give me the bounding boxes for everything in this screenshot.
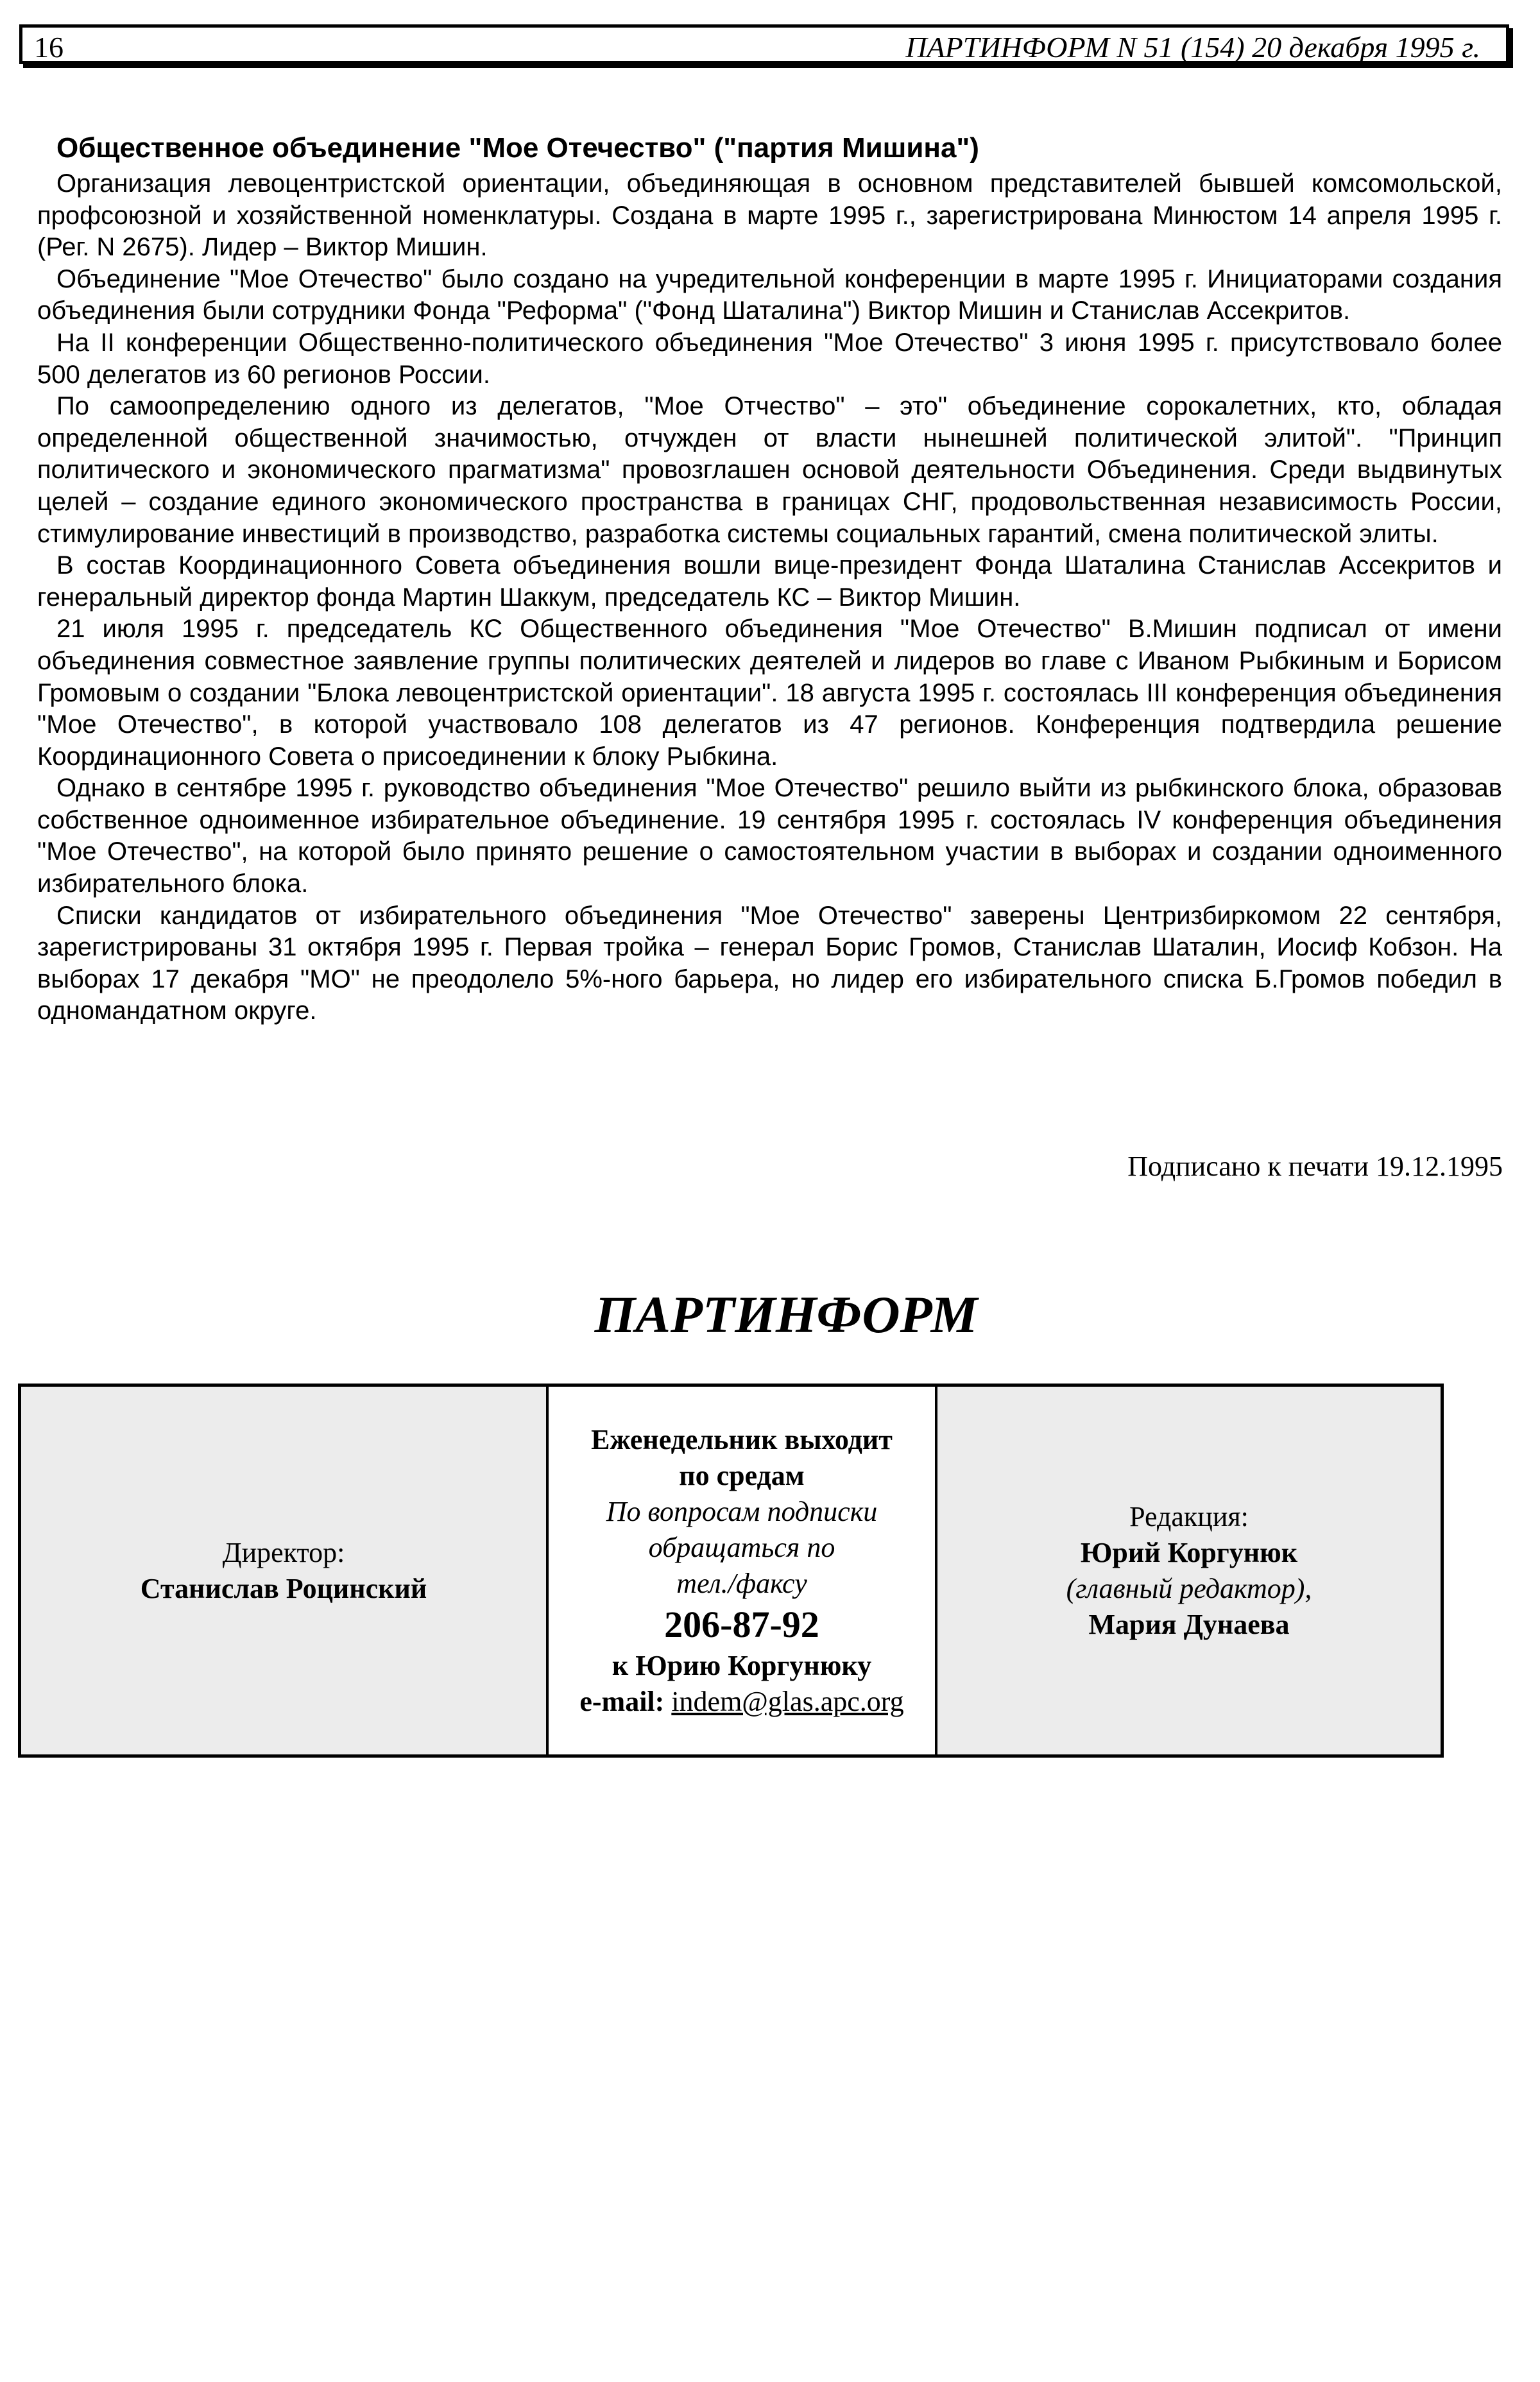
subscribe-line: По вопросам подписки [606,1495,878,1527]
article-paragraph: По самоопределению одного из делегатов, "Мое Отчество" – это" объединение сорокалетних, кто, обладая определенной общественной значимостью, отчужден от власти нынешней политической элитой". "Принцип политического и экономического прагматизма" провозглашен основой деятельности Объединения. Среди выдвинутых целей – создание единого экономического пространства в границах СНГ, продовольственная независимость России, стимулирование инвестиций в производство, разработка системы социальных гарантий, смена политической элиты. [37,392,1502,548]
article-paragraph: Однако в сентябре 1995 г. руководство объединения "Мое Отечество" решило выйти из рыбкинского блока, образовав собственное одноименное избирательное объединение. 19 сентября 1995 г. состоялась IV конференция объединения "Мое Отечество", на которой было принято решение о самостоятельном участии в выборах и создании одноименного избирательного блока. [37,774,1502,898]
subscribe-line: обращаться по [648,1531,835,1563]
contact-person: к Юрию Коргунюку [612,1649,872,1681]
page-number: 16 [34,31,64,64]
article-title: Общественное объединение "Мое Отечество" ("партия Мишина") [56,132,979,164]
director-label: Директор: [222,1536,345,1568]
editors-label: Редакция: [1129,1500,1249,1532]
email-label: e-mail: [579,1685,665,1717]
subscribe-line: тел./факсу [676,1567,807,1599]
issue-line: ПАРТИНФОРМ N 51 (154) 20 декабря 1995 г. [905,31,1480,64]
weekly-day: по средам [679,1459,805,1491]
article-paragraph: 21 июля 1995 г. председатель КС Общественного объединения "Мое Отечество" В.Мишин подписал от имени объединения совместное заявление группы политических деятелей и лидеров во главе с Иваном Рыбкиным и Борисом Громовым о создании "Блока левоцентристской ориентации". 18 августа 1995 г. состоялась III конференция объединения "Мое Отечество", в которой участвовало 108 делегатов из 47 регионов. Конференция подтвердила решение Координационного Совета о присоединении к блоку Рыбкина. [37,615,1502,771]
article-paragraph: Организация левоцентристской ориентации, объединяющая в основном представителей бывшей комсомольской, профсоюзной и хозяйственной номенклатуры. Создана в марте 1995 г., зарегистрирована Минюстом 14 апреля 1995 г. (Рег. N 2675). Лидер – Виктор Мишин. [37,169,1502,262]
article [37,128,1502,1027]
email-link[interactable]: indem@glas.apc.org [671,1685,904,1717]
article-paragraph: На II конференции Общественно-политического объединения "Мое Отечество" 3 июня 1995 г. присутствовало более 500 делегатов из 60 регионов России. [37,328,1502,389]
phone-number: 206-87-92 [664,1603,819,1645]
article-paragraph: Списки кандидатов от избирательного объединения "Мое Отечество" заверены Центризбиркомом 22 сентября, зарегистрированы 31 октября 1995 г. Первая тройка – генерал Борис Громов, Станислав Шаталин, Иосиф Кобзон. На выборах 17 декабря "МО" не преодолело 5%-ного барьера, но лидер его избирательного списка Б.Громов победил в одномандатном округе. [37,901,1502,1025]
article-paragraph: Объединение "Мое Отечество" было создано на учредительной конференции в марте 1995 г. Инициаторами создания объединения были сотрудники Фонда "Реформа" ("Фонд Шаталина") Виктор Мишин и Станислав Ассекритов. [37,264,1502,325]
signed-for-print: Подписано к печати 19.12.1995 [1127,1151,1503,1182]
weekly-line: Еженедельник выходит [591,1423,893,1455]
director-name: Станислав Роцинский [140,1572,427,1604]
chief-editor-role: (главный редактор), [1066,1572,1312,1604]
email-row [579,1684,903,1720]
director-cell [21,1387,549,1754]
chief-editor-name: Юрий Коргунюк [1080,1536,1298,1568]
masthead-title: ПАРТИНФОРМ [594,1285,978,1344]
page-header [19,24,1509,64]
contact-cell [549,1387,937,1754]
imprint-table [18,1384,1444,1758]
article-paragraph: В состав Координационного Совета объединения вошли вице-президент Фонда Шаталина Станислав Ассекритов и генеральный директор фонда Мартин Шаккум, председатель КС – Виктор Мишин. [37,551,1502,612]
editors-cell [937,1387,1441,1754]
editor-name: Мария Дунаева [1088,1608,1290,1640]
